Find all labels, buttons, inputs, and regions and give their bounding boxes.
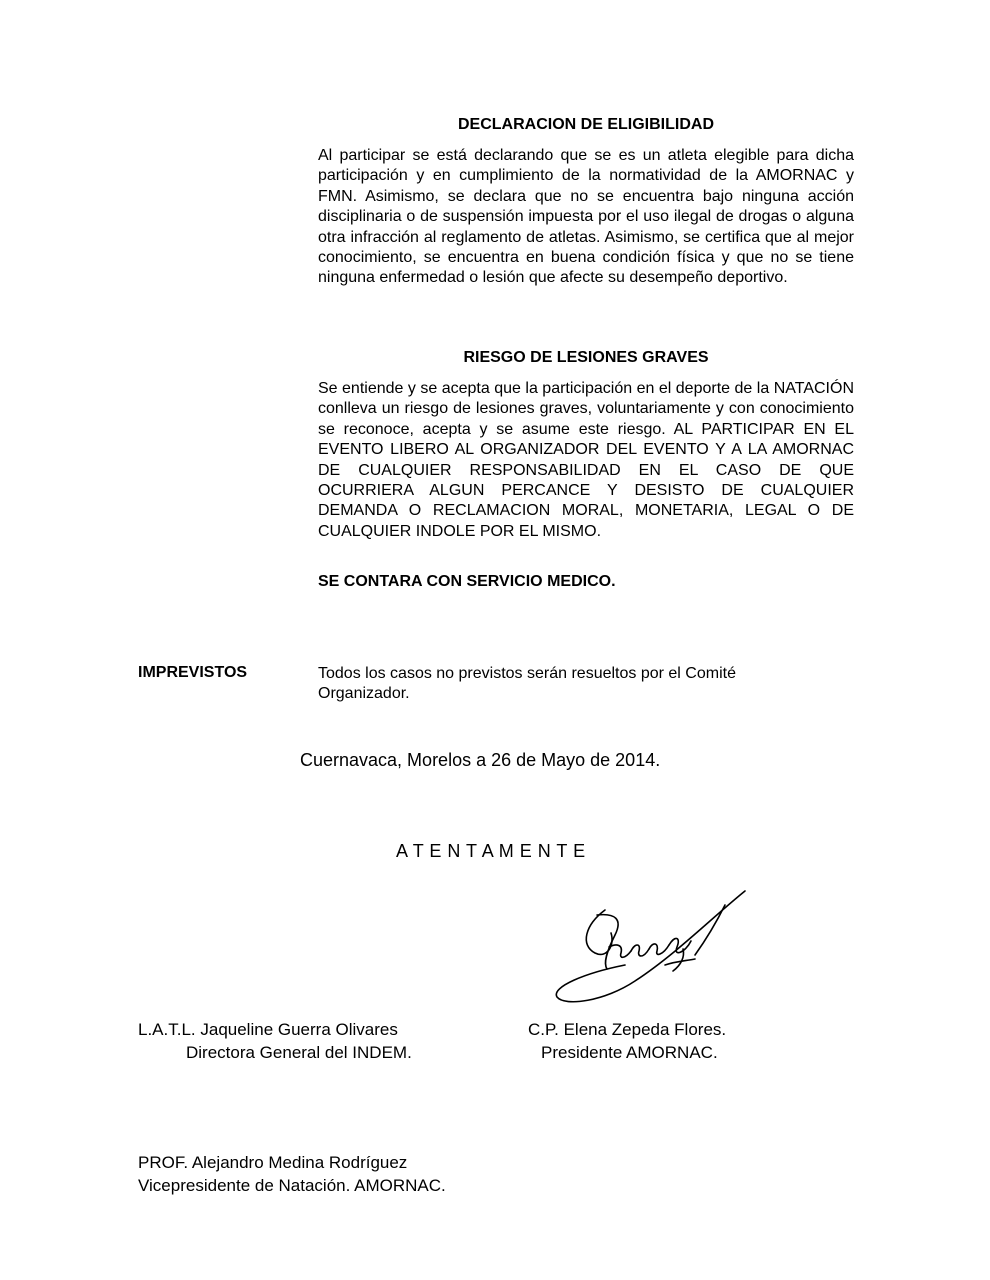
closing-atentamente: A T E N T A M E N T E <box>396 841 586 861</box>
signatory-right-role: Presidente AMORNAC. <box>541 1043 718 1062</box>
signatory-right-name: C.P. Elena Zepeda Flores. <box>528 1020 727 1039</box>
imprevistos-text: Todos los casos no previstos serán resueltos por el Comité Organizador. <box>318 665 736 703</box>
signatory-bottom-name: PROF. Alejandro Medina Rodríguez <box>138 1153 408 1172</box>
signatory-left-name: L.A.T.L. Jaqueline Guerra Olivares <box>138 1020 398 1039</box>
riesgo-heading: RIESGO DE LESIONES GRAVES <box>463 349 709 366</box>
declaracion-heading: DECLARACION DE ELIGIBILIDAD <box>458 116 714 133</box>
signature-image <box>545 885 765 1010</box>
declaracion-body: Al participar se está declarando que se es un atleta elegible para dicha participación y en cumplimiento de la normatividad de la AMORNAC y FMN. Asimismo, se declara que no se encuentra bajo ninguna acción disciplinaria o de suspensión impuesta por el uso ilegal de drogas o alguna otra infracción al reglamento de atletas. Asimismo, se certifica que al mejor conocimiento, se encuentra en buena condición física y que no se tiene ninguna enfermedad o lesión que afecte su desempeño deportivo. <box>318 147 854 287</box>
riesgo-body: Se entiende y se acepta que la participación en el deporte de la NATACIÓN conlleva un riesgo de lesiones graves, voluntariamente y con conocimiento se reconoce, acepta y se asume este riesgo. AL PARTICIPAR EN EL EVENTO LIBERO AL ORGANIZADOR DEL EVENTO Y A LA AMORNAC DE CUALQUIER RESPONSABILIDAD EN EL CASO DE QUE OCURRIERA ALGUN PERCANCE Y DESISTO DE CUALQUIER DEMANDA O RECLAMACION MORAL, MONETARIA, LEGAL O DE CUALQUIER INDOLE POR EL MISMO. <box>318 380 854 540</box>
imprevistos-label: IMPREVISTOS <box>138 664 248 681</box>
signatory-bottom-role: Vicepresidente de Natación. AMORNAC. <box>138 1176 446 1195</box>
signatory-left-role: Directora General del INDEM. <box>186 1043 412 1062</box>
servicio-medico-note: SE CONTARA CON SERVICIO MEDICO. <box>318 573 616 590</box>
place-date: Cuernavaca, Morelos a 26 de Mayo de 2014. <box>300 750 661 770</box>
